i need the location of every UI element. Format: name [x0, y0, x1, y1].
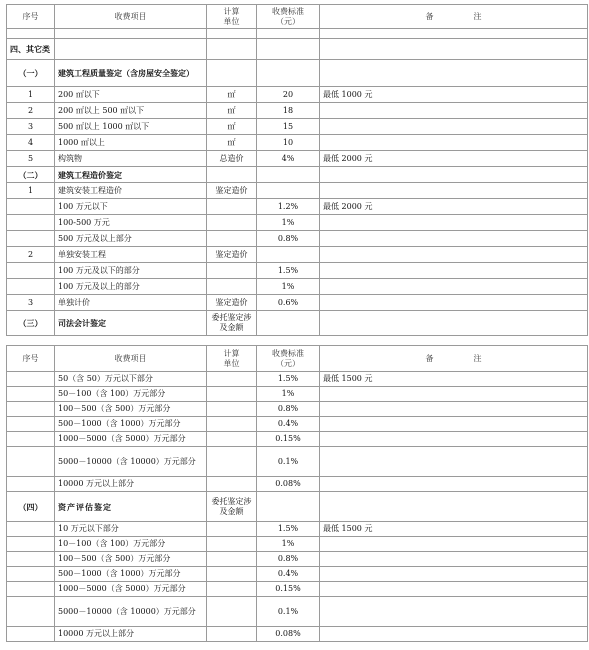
- table-row: 10 万元以下部分 1.5% 最低 1500 元: [7, 522, 588, 537]
- table-row: 4 1000 ㎡以上 ㎡ 10: [7, 135, 588, 151]
- table-row: 100-500 万元 1%: [7, 215, 588, 231]
- header-seq: 序号: [7, 346, 55, 372]
- header-standard: 收费标准 （元）: [257, 346, 320, 372]
- table-row: 2 单独安装工程 鉴定造价: [7, 247, 588, 263]
- table-row: 3 500 ㎡以上 1000 ㎡以下 ㎡ 15: [7, 119, 588, 135]
- header-standard: 收费标准 （元）: [257, 5, 320, 29]
- section-row-other: [7, 39, 588, 60]
- table-row: 2 200 ㎡以上 500 ㎡以下 ㎡ 18: [7, 103, 588, 119]
- table-row: 10000 万元以上部分 0.08%: [7, 477, 588, 492]
- section-title-other: 四、其它类: [7, 39, 55, 60]
- table-row: 500－1000（含 1000）万元部分 0.4%: [7, 417, 588, 432]
- fee-table-2: [6, 345, 588, 642]
- table-row: 100－500（含 500）万元部分 0.8%: [7, 552, 588, 567]
- table-row: 500－1000（含 1000）万元部分 0.4%: [7, 567, 588, 582]
- header-seq: 序号: [7, 5, 55, 29]
- table-row: 100 万元及以下的部分 1.5%: [7, 263, 588, 279]
- header-item: 收费项目: [55, 5, 207, 29]
- header-item: 收费项目: [55, 346, 207, 372]
- table-row: 3 单独计价 鉴定造价 0.6%: [7, 295, 588, 311]
- section-row-2: （二） 建筑工程造价鉴定: [7, 167, 588, 183]
- table-row: 1 建筑安装工程造价 鉴定造价: [7, 183, 588, 199]
- table-row: 5 构筑物 总造价 4% 最低 2000 元: [7, 151, 588, 167]
- section-row-1: （一） 建筑工程质量鉴定（含房屋安全鉴定）: [7, 60, 588, 87]
- table-row: 10000 万元以上部分 0.08%: [7, 627, 588, 642]
- header-unit: 计算 单位: [207, 5, 257, 29]
- table-row: 1000－5000（含 5000）万元部分 0.15%: [7, 432, 588, 447]
- table-header-row: [7, 5, 588, 29]
- table-row: [7, 29, 588, 39]
- table-row: 100 万元及以上的部分 1%: [7, 279, 588, 295]
- table-row: 5000－10000（含 10000）万元部分 0.1%: [7, 447, 588, 477]
- table-row: 5000－10000（含 10000）万元部分 0.1%: [7, 597, 588, 627]
- table-row: 50（含 50）万元以下部分 1.5% 最低 1500 元: [7, 372, 588, 387]
- section-row-3: （三） 司法会计鉴定 委托鉴定涉及金额: [7, 311, 588, 336]
- table-header-row: [7, 346, 588, 372]
- table-row: 10－100（含 100）万元部分 1%: [7, 537, 588, 552]
- header-remark: 备 注: [320, 346, 588, 372]
- table-row: 500 万元及以上部分 0.8%: [7, 231, 588, 247]
- fee-table-1: [6, 4, 588, 336]
- table-row: 1 200 ㎡以下 ㎡ 20 最低 1000 元: [7, 87, 588, 103]
- table-row: 100－500（含 500）万元部分 0.8%: [7, 402, 588, 417]
- header-remark: 备 注: [320, 5, 588, 29]
- section-row-4: （四） 资产评估鉴定 委托鉴定涉及金额: [7, 492, 588, 522]
- table-row: 1000－5000（含 5000）万元部分 0.15%: [7, 582, 588, 597]
- table-row: 50－100（含 100）万元部分 1%: [7, 387, 588, 402]
- table-row: 100 万元以下 1.2% 最低 2000 元: [7, 199, 588, 215]
- header-unit: 计算 单位: [207, 346, 257, 372]
